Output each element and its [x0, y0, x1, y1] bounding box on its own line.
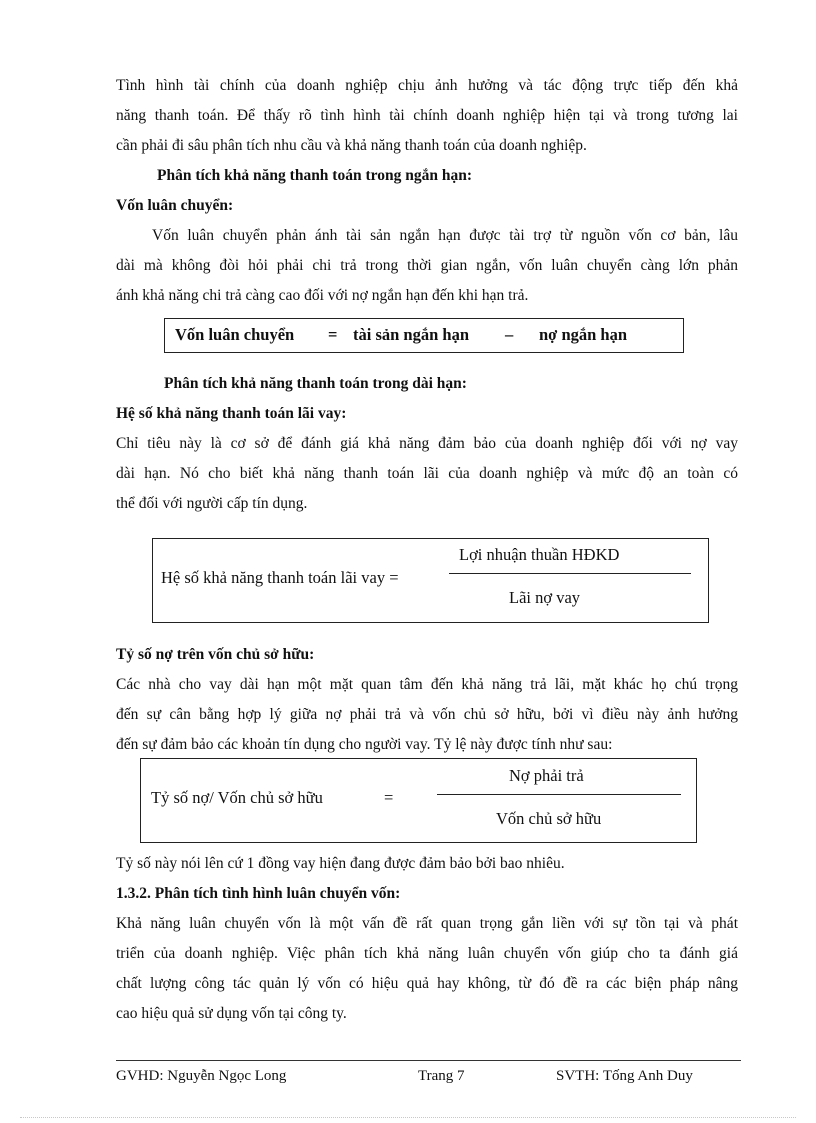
footer-page-number: Trang 7 [418, 1068, 465, 1084]
formula-working-capital-box [164, 318, 684, 353]
paragraph-3-line-2: dài hạn. Nó cho biết khả năng thanh toán lãi của doanh nghiệp và mức độ an toàn có [116, 465, 738, 482]
formula2-fraction-bar [449, 573, 691, 574]
footer-advisor: GVHD: Nguyễn Ngọc Long [116, 1068, 287, 1084]
paragraph-2-line-3: ánh khả năng chi trả càng cao đối với nợ ngắn hạn đến khi hạn trả. [116, 287, 529, 304]
formula1-equals: = [328, 325, 338, 344]
heading-long-term: Phân tích khả năng thanh toán trong dài hạn: [164, 375, 467, 392]
formula3-lhs: Tỷ số nợ/ Vốn chủ sở hữu [151, 788, 323, 807]
formula3-fraction-bar [437, 794, 681, 795]
formula2-lhs: Hệ số khả năng thanh toán lãi vay = [161, 568, 399, 587]
sentence-after-formula3: Tỷ số này nói lên cứ 1 đồng vay hiện đang được đảm bảo bởi bao nhiêu. [116, 855, 565, 872]
formula1-term-liabilities: nợ ngắn hạn [539, 325, 628, 344]
formula2-denominator: Lãi nợ vay [509, 588, 581, 607]
formula3-equals: = [384, 788, 394, 807]
heading-section-1-3-2: 1.3.2. Phân tích tình hình luân chuyển vốn: [116, 885, 401, 902]
paragraph-4-line-3: đến sự đảm bảo các khoản tín dụng cho người vay. Tỷ lệ này được tính như sau: [116, 736, 613, 753]
heading-interest-coverage: Hệ số khả năng thanh toán lãi vay: [116, 405, 347, 422]
paragraph-3-line-3: thể đối với người cấp tín dụng. [116, 495, 308, 512]
paragraph-2-line-1: Vốn luân chuyển phản ánh tài sản ngắn hạn được tài trợ từ nguồn vốn cơ bản, lâu [152, 227, 738, 244]
heading-short-term: Phân tích khả năng thanh toán trong ngắn hạn: [157, 167, 472, 184]
page-bottom-dotted-edge [20, 1117, 796, 1118]
formula2-numerator: Lợi nhuận thuần HĐKD [459, 545, 620, 564]
paragraph-2-line-2: dài mà không đòi hỏi phải chi trả trong thời gian ngắn, vốn luân chuyển càng lớn phản [116, 257, 738, 274]
paragraph-5-line-1: Khả năng luân chuyển vốn là một vấn đề rất quan trọng gắn liền với sự tồn tại và phát [116, 915, 738, 932]
formula-debt-equity-box [140, 758, 697, 843]
heading-working-capital: Vốn luân chuyển: [116, 197, 234, 214]
formula1-lhs: Vốn luân chuyển [175, 325, 295, 344]
paragraph-5-line-3: chất lượng công tác quản lý vốn có hiệu quả hay không, từ đó đề ra các biện pháp nâng [116, 975, 738, 992]
formula3-numerator: Nợ phải trả [509, 766, 584, 785]
paragraph-3-line-1: Chỉ tiêu này là cơ sở để đánh giá khả năng đảm bảo của doanh nghiệp đối với nợ vay [116, 435, 738, 452]
paragraph-5-line-2: triển của doanh nghiệp. Việc phân tích khả năng luân chuyển vốn giúp cho ta đánh giá [116, 945, 738, 962]
paragraph-1-line-2: năng thanh toán. Để thấy rõ tình hình tài chính doanh nghiệp hiện tại và trong tương lai [116, 107, 738, 124]
formula-interest-coverage-box [152, 538, 709, 623]
paragraph-4-line-1: Các nhà cho vay dài hạn một mặt quan tâm đến khả năng trả lãi, mặt khác họ chú trọng [116, 676, 738, 693]
paragraph-5-line-4: cao hiệu quả sử dụng vốn tại công ty. [116, 1005, 347, 1022]
paragraph-1-line-1: Tình hình tài chính của doanh nghiệp chịu ảnh hưởng và tác động trực tiếp đến khả [116, 77, 738, 94]
paragraph-4-line-2: đến sự cân bằng hợp lý giữa nợ phải trả và vốn chủ sở hữu, bởi vì điều này ảnh hưởng [116, 706, 738, 723]
heading-debt-equity: Tỷ số nợ trên vốn chủ sở hữu: [116, 646, 315, 663]
footer-rule [116, 1060, 741, 1061]
paragraph-1-line-3: cần phải đi sâu phân tích nhu cầu và khả năng thanh toán của doanh nghiệp. [116, 137, 587, 154]
footer-student: SVTH: Tống Anh Duy [556, 1068, 693, 1084]
formula3-denominator: Vốn chủ sở hữu [496, 809, 602, 828]
formula1-term-assets: tài sản ngắn hạn [353, 325, 470, 344]
formula1-minus: – [505, 325, 514, 344]
